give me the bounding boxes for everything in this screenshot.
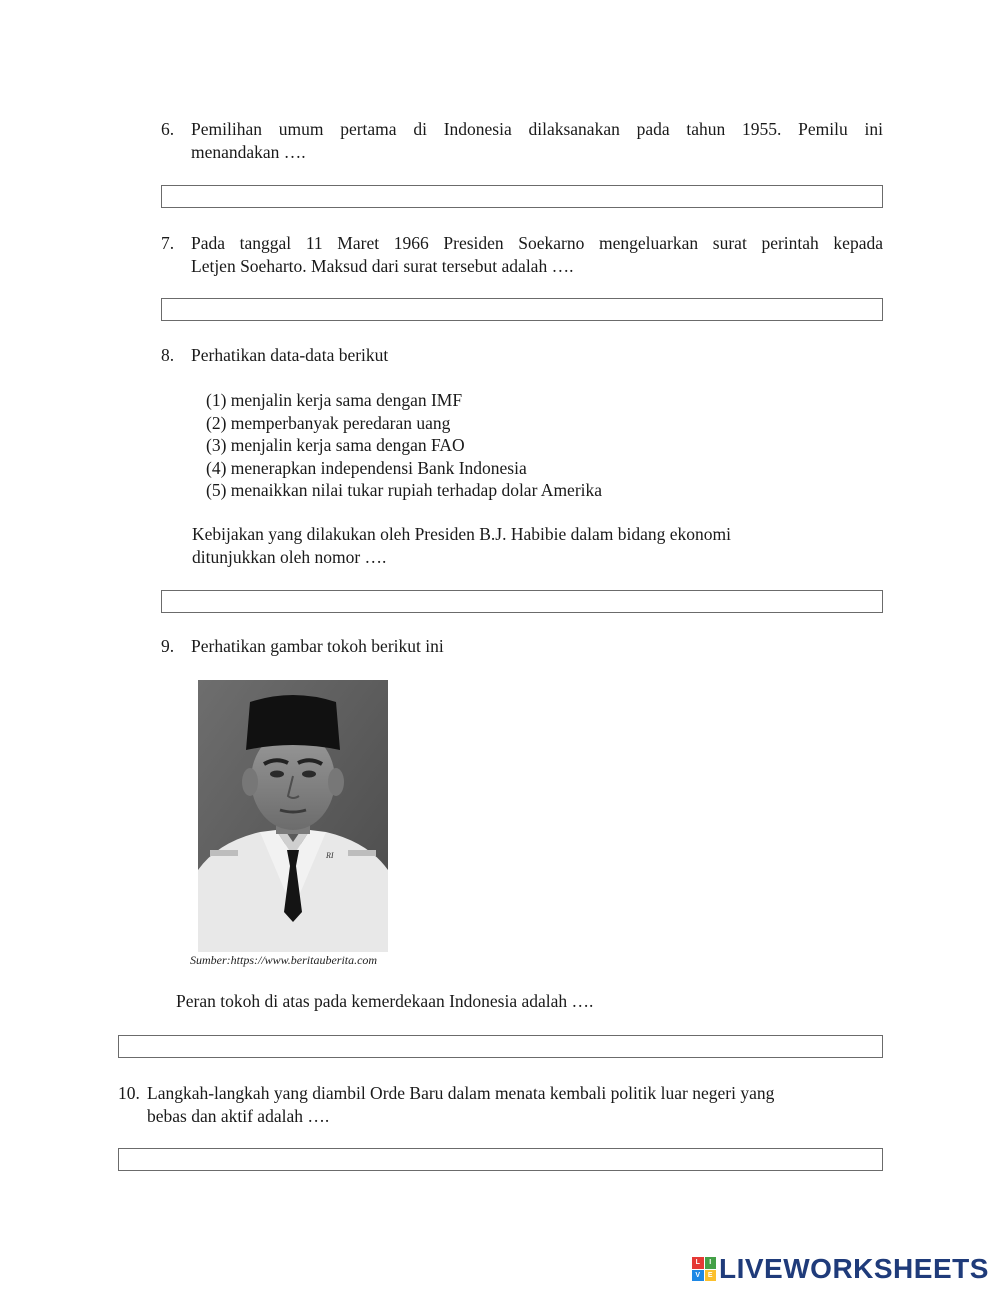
answer-field-10[interactable] bbox=[118, 1148, 883, 1171]
question-text-line: Kebijakan yang dilakukan oleh Presiden B.J. Habibie dalam bidang ekonomi bbox=[192, 524, 731, 544]
question-text-line: Langkah-langkah yang diambil Orde Baru dalam menata kembali politik luar negeri yang bbox=[147, 1083, 775, 1103]
question-8-prompt bbox=[192, 523, 882, 569]
logo-blocks-icon bbox=[692, 1257, 716, 1281]
question-9 bbox=[161, 635, 883, 658]
list-item: (5) menaikkan nilai tukar rupiah terhadap dolar Amerika bbox=[206, 480, 603, 500]
list-item: (4) menerapkan independensi Bank Indonesia bbox=[206, 457, 527, 478]
image-caption: Sumber:https://www.beritauberita.com bbox=[190, 953, 378, 967]
question-number: 8. bbox=[161, 345, 175, 365]
logo-letter: E bbox=[705, 1270, 717, 1282]
liveworksheets-logo bbox=[692, 1253, 989, 1285]
question-9-prompt: Peran tokoh di atas pada kemerdekaan Indonesia adalah …. bbox=[176, 991, 594, 1011]
question-8 bbox=[161, 344, 883, 367]
question-text-line: ditunjukkan oleh nomor …. bbox=[192, 547, 387, 567]
question-text-line: Pada tanggal 11 Maret 1966 Presiden Soekarno mengeluarkan surat perintah kepada bbox=[191, 233, 883, 253]
question-number: 10. bbox=[118, 1083, 140, 1103]
question-text-line: bebas dan aktif adalah …. bbox=[147, 1106, 330, 1126]
question-number: 6. bbox=[161, 119, 175, 139]
question-number: 9. bbox=[161, 636, 175, 656]
question-text-line: Pemilihan umum pertama di Indonesia dilaksanakan pada tahun 1955. Pemilu ini bbox=[191, 119, 883, 139]
question-text-line: Letjen Soeharto. Maksud dari surat tersebut adalah …. bbox=[191, 256, 574, 276]
logo-letter: V bbox=[692, 1270, 704, 1282]
question-intro: Perhatikan gambar tokoh berikut ini bbox=[191, 636, 444, 656]
answer-field-9[interactable] bbox=[118, 1035, 883, 1058]
answer-field-6[interactable] bbox=[161, 185, 883, 208]
answer-field-7[interactable] bbox=[161, 298, 883, 321]
question-number: 7. bbox=[161, 233, 175, 253]
svg-text:RI: RI bbox=[326, 851, 334, 860]
data-list bbox=[206, 389, 602, 502]
question-intro: Perhatikan data-data berikut bbox=[191, 345, 389, 365]
answer-field-8[interactable] bbox=[161, 590, 883, 613]
logo-letter: L bbox=[692, 1257, 704, 1269]
question-10 bbox=[118, 1082, 883, 1128]
question-text-line: menandakan …. bbox=[191, 142, 306, 162]
logo-text: LIVEWORKSHEETS bbox=[719, 1253, 989, 1284]
list-item: (2) memperbanyak peredaran uang bbox=[206, 412, 451, 433]
question-6 bbox=[161, 118, 883, 164]
portrait-photo bbox=[198, 680, 388, 952]
logo-letter: I bbox=[705, 1257, 717, 1269]
list-item: (3) menjalin kerja sama dengan FAO bbox=[206, 435, 465, 455]
question-7 bbox=[161, 232, 883, 278]
list-item: (1) menjalin kerja sama dengan IMF bbox=[206, 390, 463, 410]
